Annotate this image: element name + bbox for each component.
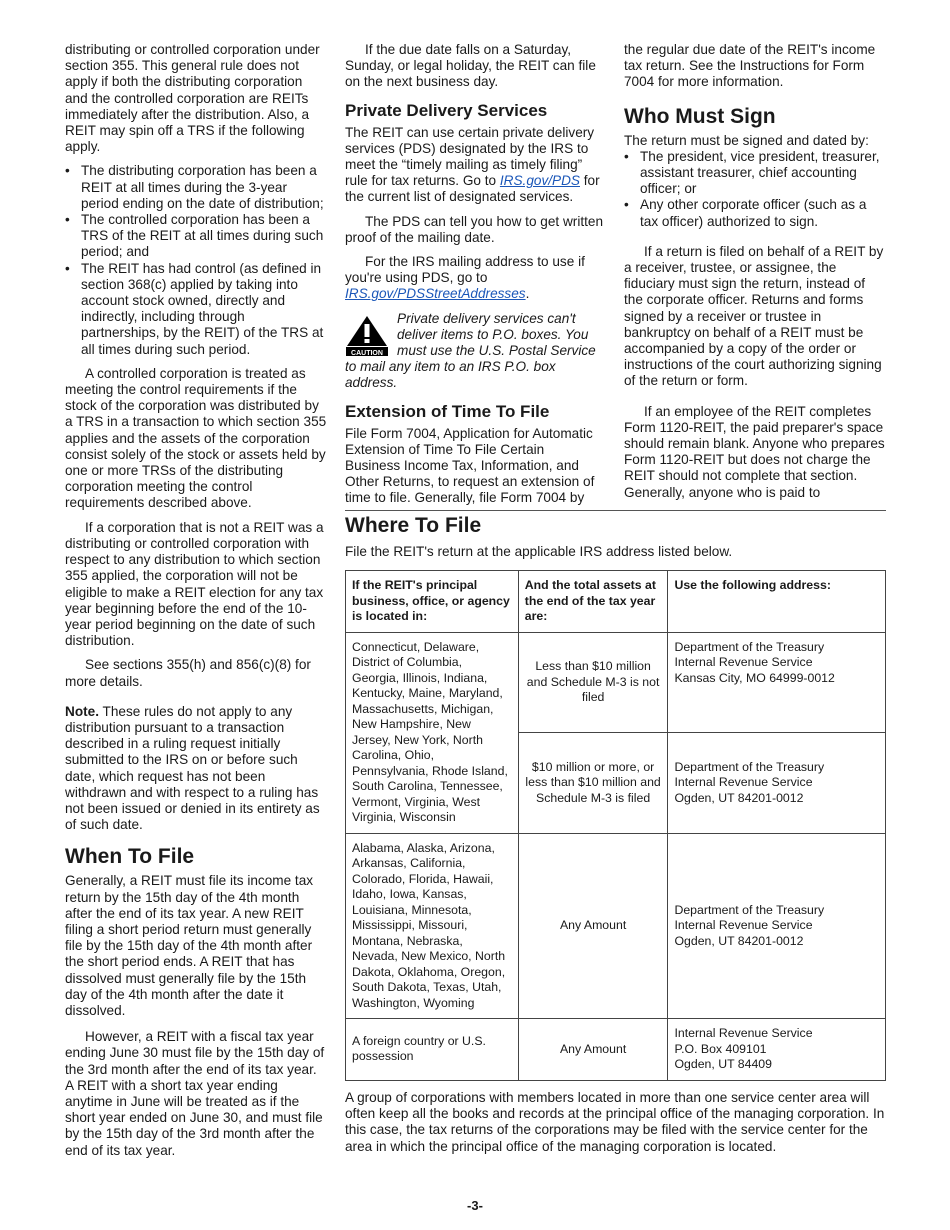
bullet-item: • The controlled corporation has been a TRS of the REIT at all times during such period; and [65,212,324,260]
table-cell-address: Department of the Treasury Internal Revenue Service Kansas City, MO 64999-0012 [668,632,886,733]
table-header-cell: If the REIT's principal business, office, or agency is located in: [346,571,519,633]
section-heading-private-delivery-services: Private Delivery Services [345,100,548,120]
body-paragraph: The PDS can tell you how to get written proof of the mailing date. [345,213,604,245]
body-paragraph: For the IRS mailing address to use if you're using PDS, go to IRS.gov/PDSStreetAddresses. [345,254,585,302]
bullet-item: • The president, vice president, treasurer, assistant treasurer, chief accounting officer; or [624,148,880,197]
where-to-file-section [345,514,886,1081]
table-cell-assets: Any Amount [518,1019,668,1081]
note-paragraph [65,704,327,834]
bullet-icon: • [624,148,629,164]
body-paragraph: File Form 7004, Application for Automatic Extension of Time To File Certain Business Income Tax, Information, and Other Returns, to request an extension of time to file. Generally, file Form 7004 by [345,425,595,506]
section-heading-who-must-sign: Who Must Sign [624,104,776,128]
table-cell-states: Connecticut, Delaware, District of Columbia, Georgia, Illinois, Indiana, Kentucky, Maine, Maryland, Massachusetts, Michigan, New Hampshire, New Jersey, New York, North Carolina, Ohio, Pennsylvania, Rhode Island, South Carolina, Tennessee, Vermont, Virginia, West Virginia, Wisconsin [346,632,519,833]
irs-pds-street-addresses-link[interactable]: IRS.gov/PDSStreetAddresses [345,286,526,302]
body-paragraph: distributing or controlled corporation under section 355. This general rule does not apply if both the distributing corporation and the controlled corporation are REITs immediately after the distribution. Also, a REIT may spin off a TRS if the following apply. [65,42,320,155]
caution-box [345,311,603,392]
body-paragraph: If an employee of the REIT completes Form 1120-REIT, the paid preparer's space should remain blank. Anyone who prepares Form 1120-REIT but does not charge the REIT should not complete that section. Generally, anyone who is paid to [624,403,885,500]
table-cell-states: A foreign country or U.S. possession [346,1019,519,1081]
bullet-item: • Any other corporate officer (such as a tax officer) authorized to sign. [624,197,867,229]
table-cell-assets: $10 million or more, or less than $10 million and Schedule M-3 is filed [518,733,668,834]
table-cell-states: Alabama, Alaska, Arizona, Arkansas, California, Colorado, Florida, Hawaii, Idaho, Iowa, Kansas, Louisiana, Minnesota, Mississippi, Missouri, Montana, Nebraska, Nevada, New Mexico, North Dakota, Oklahoma, Oregon, South Dakota, Texas, Utah, Washington, Wyoming [346,833,519,1019]
body-paragraph: A controlled corporation is treated as meeting the control requirements if the stock of the corporation was distributed by a TRS in a transaction to which section 355 applies and the assets of the corporation consist solely of the stock or assets held by one or more TRSs of the distributing corporation meeting the control requirements described above. [65,365,327,511]
column-right [624,42,886,509]
section-heading-when-to-file: When To File [65,845,195,869]
body-paragraph: the regular due date of the REIT's income tax return. See the Instructions for Form 7004 for more information. [624,42,876,90]
table-row [346,632,886,733]
body-paragraph: If the due date falls on a Saturday, Sunday, or legal holiday, the REIT can file on the next business day. [345,42,596,90]
page-number: -3- [467,1198,483,1213]
caution-icon: CAUTION [345,314,391,356]
table-row [346,1019,886,1081]
body-paragraph: Generally, a REIT must file its income tax return by the 15th day of the 4th month after the end of its tax year. A new REIT filing a short period return must generally file by the 15th day of the 4th month after the short period ends. A REIT that has dissolved must generally file by the 15th day of the 4th month after the date it dissolved. [65,873,314,1018]
table-cell-assets: Any Amount [518,833,668,1019]
table-cell-address: Department of the Treasury Internal Revenue Service Ogden, UT 84201-0012 [668,733,886,834]
body-paragraph: However, a REIT with a fiscal tax year ending June 30 must file by the 15th day of the 3rd month after the end of its tax year. A REIT with a short tax year ending anytime in June will be treated as if the short year ended on June 30, and must file by the 15th day of the 3rd month after the end of its tax year. [65,1029,325,1158]
table-cell-assets: Less than $10 million and Schedule M-3 is not filed [518,632,668,733]
body-paragraph: If a return is filed on behalf of a REIT by a receiver, trustee, or assignee, the fiduciary must sign the return, instead of the corporate officer. Returns and forms signed by a receiver or trustee in bankruptcy on behalf of a REIT must be accompanied by a copy of the order or instructions of the court authorizing signing of the return or form. [624,243,884,389]
body-paragraph: The REIT can use certain private delivery services (PDS) designated by the IRS to meet the “timely mailing as timely filing” rule for tax returns. Go to IRS.gov/PDS for the current list of designated services. [345,124,600,205]
table-cell-address: Department of the Treasury Internal Revenue Service Ogden, UT 84201-0012 [668,833,886,1019]
body-paragraph: File the REIT's return at the applicable IRS address listed below. [345,544,733,559]
table-header-row [346,571,886,633]
note-text: These rules do not apply to any distribution pursuant to a transaction described in a ruling request initially submitted to the IRS on or before such date, which request has not been withdrawn and with respect to a ruling has not been issued or denied in its entirety as of such date. [65,703,320,833]
column-middle [345,42,603,515]
filing-address-table [345,570,886,1081]
section-heading-extension: Extension of Time To File [345,401,550,421]
bullet-item: • The REIT has had control (as defined in section 368(c) applied by taking into account stock owned, directly and indirectly, including through partnerships, by the REIT) of the TRS at all times during such period. [65,260,324,357]
table-header-cell: Use the following address: [668,571,886,633]
table-row [346,833,886,1019]
body-paragraph: If a corporation that is not a REIT was a distributing or controlled corporation with respect to any distribution to which section 355 applied, the corporation will not be eligible to make a REIT election for any tax year beginning before the end of the 10-year period beginning on the date of such distribution. [65,519,324,649]
caution-text: Private delivery services can't deliver items to P.O. boxes. You must use the U.S. Postal Service to mail any item to an IRS P.O. box address. [345,310,596,391]
bullet-icon: • [65,260,70,276]
column-left [65,42,327,1167]
table-header-cell: And the total assets at the end of the tax year are: [518,571,668,633]
section-divider [345,510,886,511]
table-cell-address: Internal Revenue Service P.O. Box 409101 Ogden, UT 84409 [668,1019,886,1081]
note-label: Note. [65,703,99,719]
bullet-icon: • [65,212,70,228]
section-heading-where-to-file: Where To File [345,514,482,537]
irs-pds-link[interactable]: IRS.gov/PDS [499,173,580,189]
body-paragraph: The return must be signed and dated by: [624,132,869,148]
body-paragraph: A group of corporations with members located in more than one service center area will often keep all the books and records at the principal office of the managing corporation. In this case, the tax returns of the corporations may be filed with the service center for the area in which the principal office of the managing corporation is located. [345,1090,885,1154]
bullet-icon: • [65,163,70,179]
bullet-item: • The distributing corporation has been a REIT at all times during the 3-year period ending on the date of distribution; [65,163,324,211]
body-paragraph: See sections 355(h) and 856(c)(8) for more details. [65,657,311,689]
bullet-icon: • [624,197,629,213]
